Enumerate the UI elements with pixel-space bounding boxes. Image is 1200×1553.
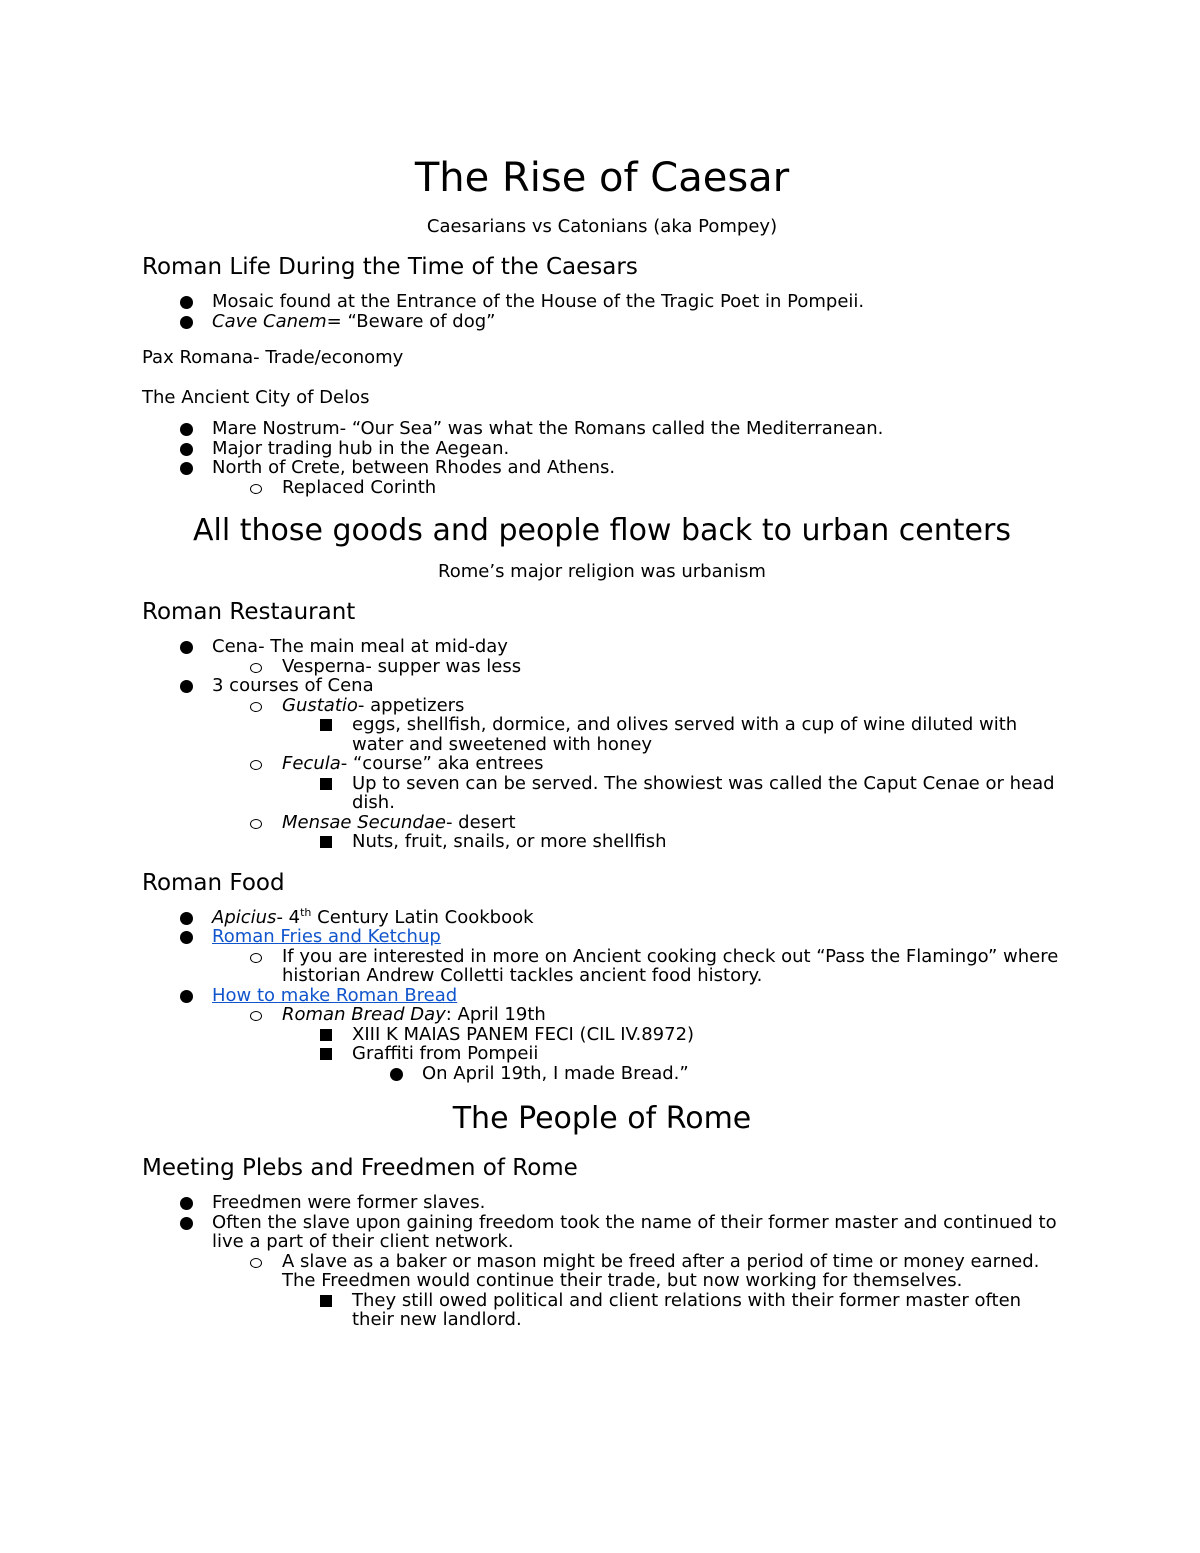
list-item: Mare Nostrum- “Our Sea” was what the Romans called the Mediterranean. [142,419,1062,439]
bullet-circle-icon [250,819,262,829]
bullet-disc-icon [180,462,193,475]
list-item: Roman Bread Day: April 19th XIII K MAIAS PANEM FECI (CIL IV.8972) Graffiti from Pompeii On April 19th, I made Bread.” [212,1005,1062,1083]
page-title: The Rise of Caesar [414,155,790,201]
bullet-circle-icon [250,663,262,673]
bullet-square-icon [320,1295,332,1307]
bullet-disc-icon [180,296,193,309]
list-item: A slave as a baker or mason might be freed after a period of time or money earned. The Freedmen would continue their trade, but now working for themselves. They still owed political and client relations with their former master often their new landlord. [212,1252,1062,1330]
pax-romana-paragraph: Pax Romana- Trade/economy [142,347,404,368]
bullet-disc-icon [180,316,193,329]
list-item: Graffiti from Pompeii On April 19th, I made Bread.” [282,1044,1062,1083]
section-heading-restaurant: Roman Restaurant [142,599,356,625]
restaurant-list [142,637,1062,852]
section-heading-plebs: Meeting Plebs and Freedmen of Rome [142,1155,578,1181]
list-item: Cena- The main meal at mid-day Vesperna- supper was less [142,637,1062,676]
list-item [142,927,1062,986]
list-item: Vesperna- supper was less [212,657,1062,677]
list-item: North of Crete, between Rhodes and Athens. Replaced Corinth [142,458,1062,497]
bullet-square-icon [320,836,332,848]
bullet-disc-icon [180,680,193,693]
bullet-square-icon [320,719,332,731]
page-subtitle: Caesarians vs Catonians (aka Pompey) [426,216,778,237]
bullet-disc-icon [390,1068,403,1081]
document-body [142,148,1062,1330]
list-item: On April 19th, I made Bread.” [352,1064,1062,1084]
list-item: eggs, shellfish, dormice, and olives served with a cup of wine diluted with water and sweetened with honey [282,715,1062,754]
bullet-disc-icon [180,912,193,925]
list-item: Mensae Secundae- desert Nuts, fruit, snails, or more shellfish [212,813,1062,852]
goods-heading: All those goods and people flow back to urban centers [193,513,1011,548]
bullet-disc-icon [180,931,193,944]
list-item: Fecula- “course” aka entrees Up to seven can be served. The showiest was called the Caput Cenae or head dish. [212,754,1062,813]
bullet-square-icon [320,1029,332,1041]
delos-heading: The Ancient City of Delos [142,387,370,408]
list-item [142,986,1062,1084]
religion-paragraph: Rome’s major religion was urbanism [438,561,766,582]
list-item: They still owed political and client relations with their former master often their new landlord. [282,1291,1062,1330]
list-item: Major trading hub in the Aegean. [142,439,1062,459]
bullet-circle-icon [250,1258,262,1268]
list-item: Gustatio- appetizers eggs, shellfish, dormice, and olives served with a cup of wine diluted with water and sweetened with honey [212,696,1062,755]
bullet-circle-icon [250,702,262,712]
list-item: Often the slave upon gaining freedom took the name of their former master and continued to live a part of their client network. A slave as a baker or mason might be freed after a period of time or money earned. The Freedmen would continue their trade, but now working for themselves. They still owed political and client relations with their former master often their new landlord. [142,1213,1062,1330]
bullet-disc-icon [180,423,193,436]
list-item: 3 courses of Cena Gustatio- appetizers eggs, shellfish, dormice, and olives served with a cup of wine diluted with water and sweetened with honey Fecula- “course” aka entrees Up to seven can be served. The showiest was called the Caput Cenae or head dish. Mensae Secundae- desert Nuts, fruit, snails, or more shellfish [142,676,1062,852]
people-heading: The People of Rome [452,1101,752,1136]
list-item: XIII K MAIAS PANEM FECI (CIL IV.8972) [282,1025,1062,1045]
bullet-disc-icon [180,1217,193,1230]
bullet-circle-icon [250,484,262,494]
list-item: Freedmen were former slaves. [142,1193,1062,1213]
section-heading-roman-life: Roman Life During the Time of the Caesars [142,254,638,280]
section-heading-food: Roman Food [142,869,285,896]
list-item: Up to seven can be served. The showiest was called the Caput Cenae or head dish. [282,774,1062,813]
bullet-circle-icon [250,1011,262,1021]
list-item: Cave Canem= “Beware of dog” [142,312,1062,332]
bullet-circle-icon [250,953,262,963]
food-list [142,905,1062,1084]
roman-life-list [142,292,1062,331]
plebs-list [142,1193,1062,1330]
bullet-disc-icon [180,1197,193,1210]
bullet-circle-icon [250,760,262,770]
bullet-disc-icon [180,990,193,1003]
roman-bread-link[interactable]: How to make Roman Bread [212,984,458,1006]
list-item: If you are interested in more on Ancient cooking check out “Pass the Flamingo” where historian Andrew Colletti tackles ancient food history. [212,947,1062,986]
list-item: Nuts, fruit, snails, or more shellfish [282,832,1062,852]
delos-list [142,419,1062,497]
bullet-disc-icon [180,641,193,654]
roman-fries-link[interactable]: Roman Fries and Ketchup [212,926,441,947]
list-item: Replaced Corinth [212,478,1062,498]
bullet-square-icon [320,1048,332,1060]
bullet-square-icon [320,778,332,790]
bullet-disc-icon [180,443,193,456]
list-item: Apicius- 4th Century Latin Cookbook [142,908,1062,928]
list-item: Mosaic found at the Entrance of the House of the Tragic Poet in Pompeii. [142,292,1062,312]
